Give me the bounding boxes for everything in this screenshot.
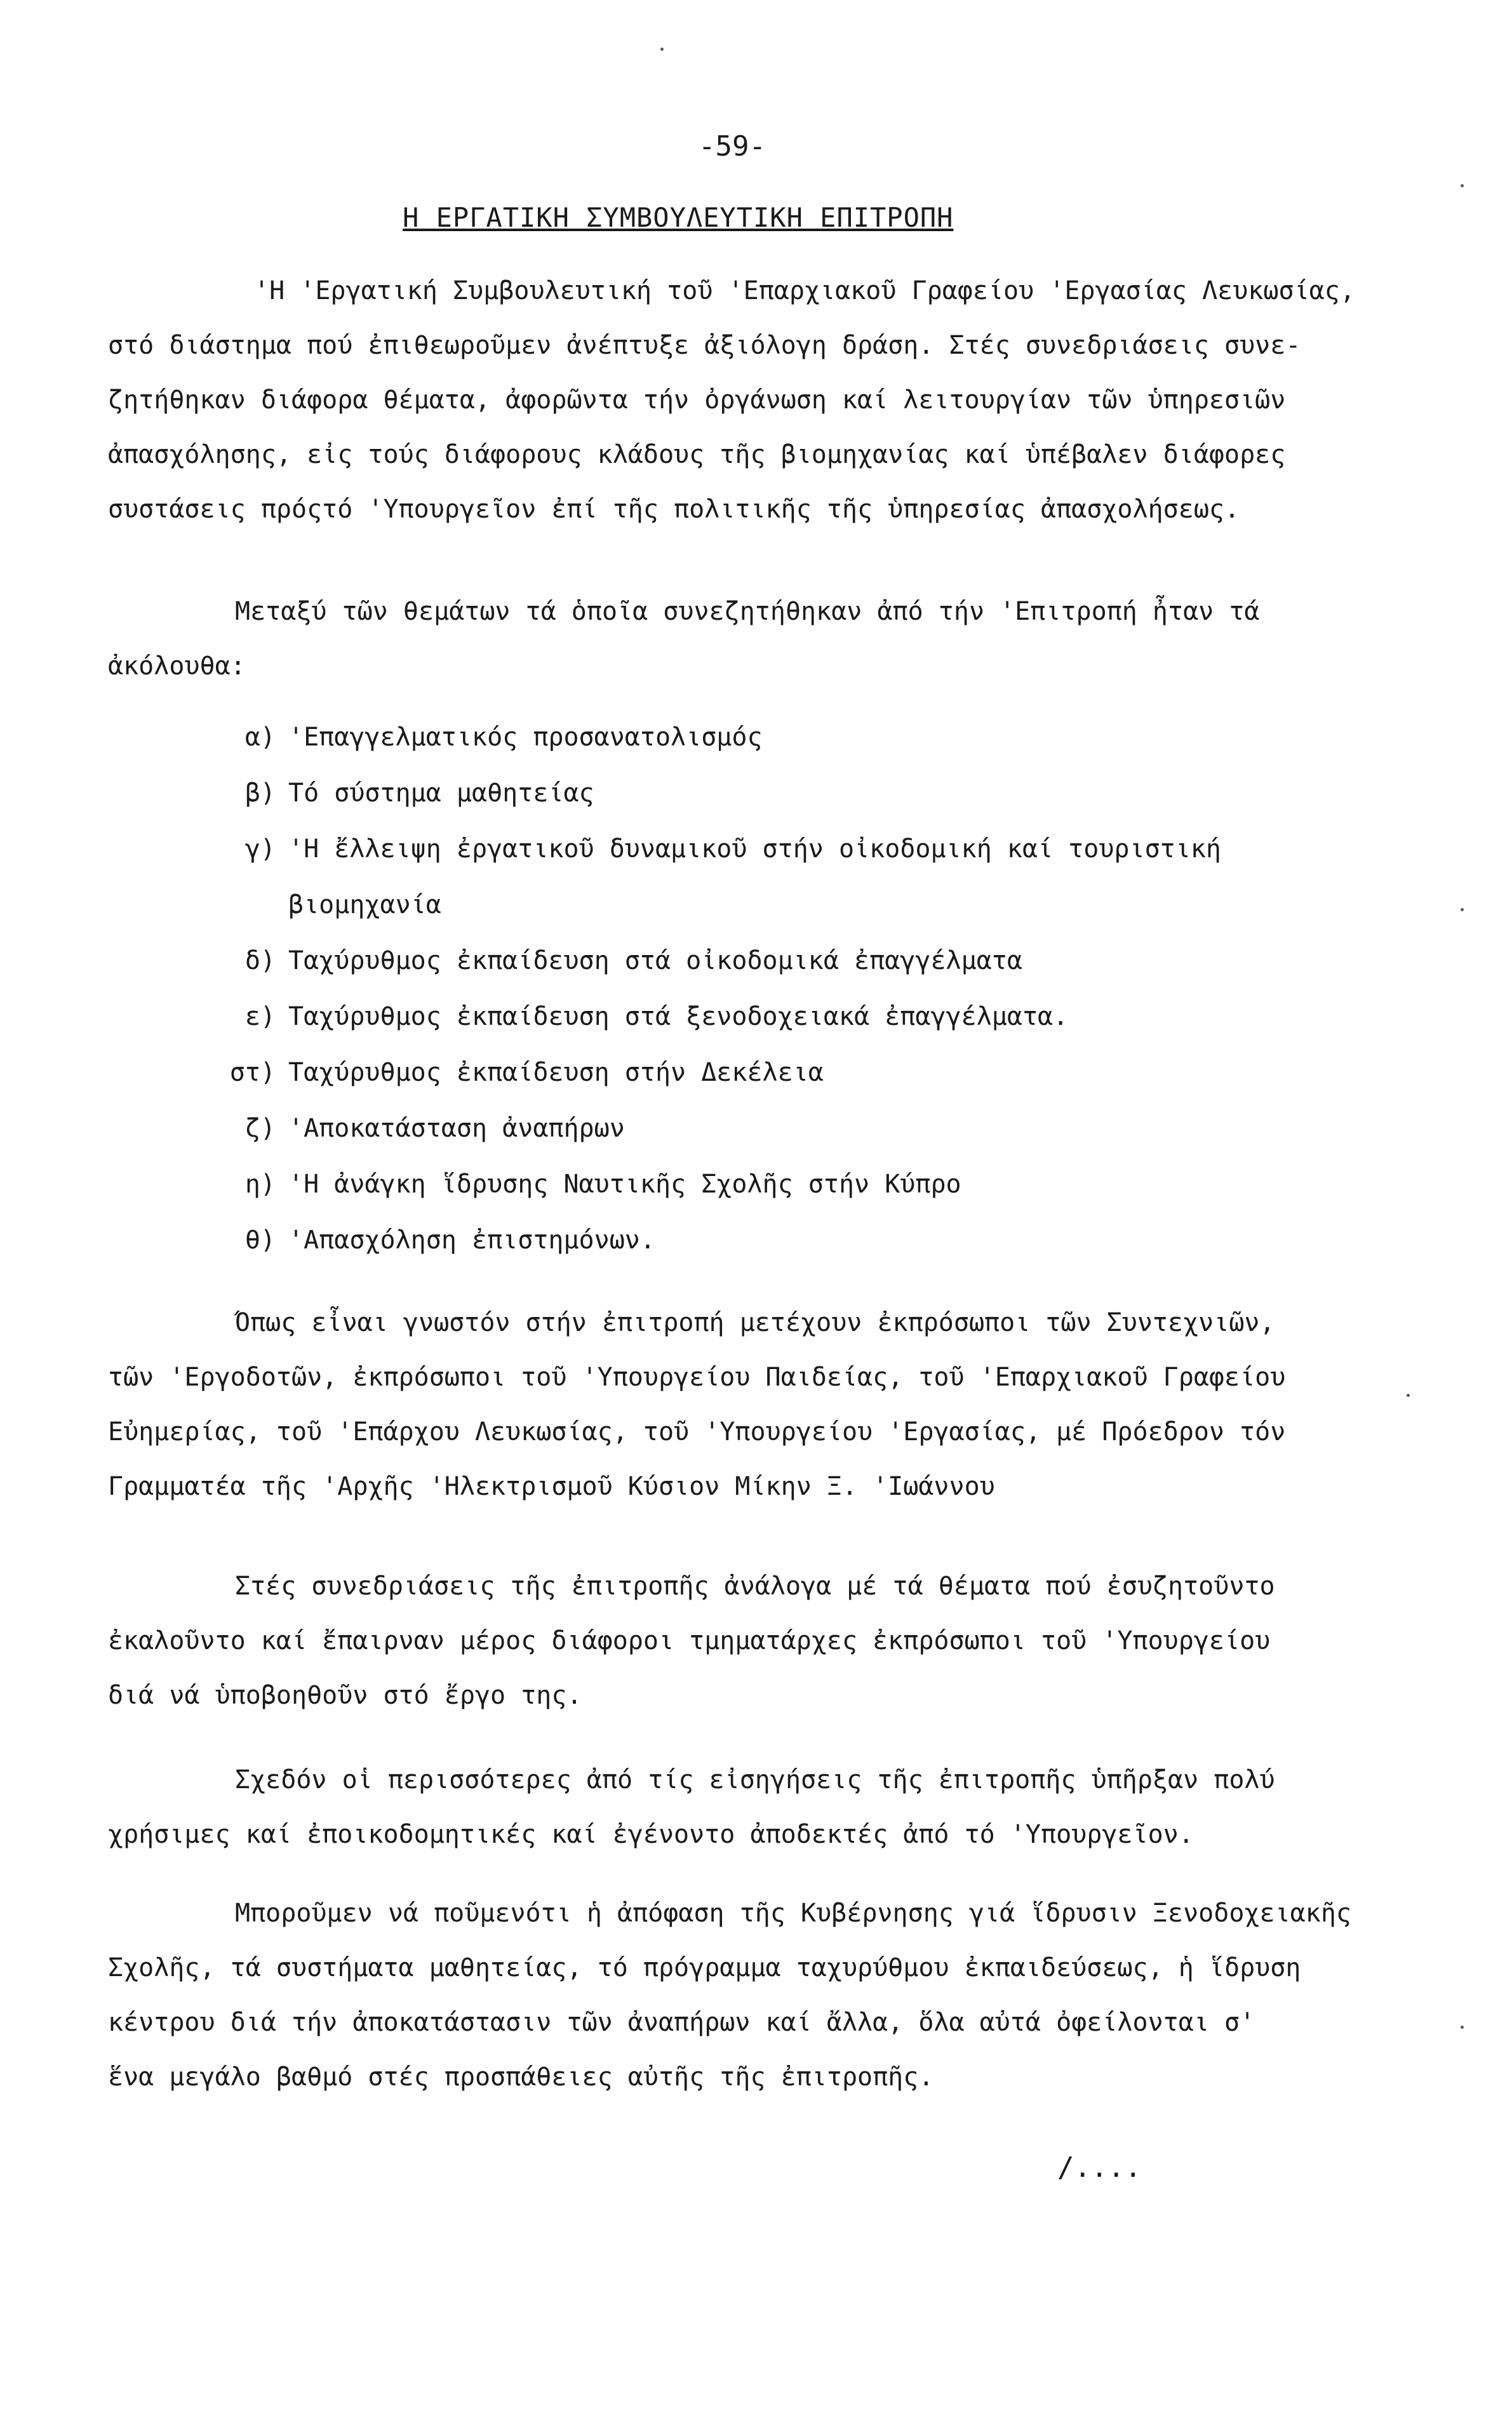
text-line: ζητήθηκαν διάφορα θέματα, ἀφορῶντα τήν ὀργάνωση καί λειτουργίαν τῶν ὑπηρεσιῶν [108, 385, 1286, 415]
text-line: Μεταξύ τῶν θεμάτων τά ὁποῖα συνεζητήθηκαν ἀπό τήν 'Επιτροπή ἦταν τά [235, 597, 1260, 626]
intro-paragraph [108, 264, 1355, 537]
text-line: Στές συνεδριάσεις τῆς ἐπιτροπῆς ἀνάλογα μέ τά θέματα πού ἐσυζητοῦντο [235, 1572, 1275, 1601]
item-label: ε) [244, 1002, 276, 1031]
item-text: 'Απασχόληση ἐπιστημόνων. [288, 1226, 655, 1255]
members-paragraph [108, 1295, 1285, 1514]
item-text: 'Η ἀνάγκη ἵδρυσης Ναυτικῆς Σχολῆς στήν Κύπρο [288, 1170, 961, 1199]
list-item [222, 1156, 1221, 1212]
recommendations-paragraph [108, 1753, 1275, 1862]
scan-speck [1461, 184, 1464, 187]
topics-list [222, 709, 1221, 1268]
list-item [222, 765, 1221, 821]
list-item [222, 821, 1221, 877]
item-label: α) [244, 723, 276, 752]
text-line: ἕνα μεγάλο βαθμό στές προσπάθειες αὐτῆς τῆς ἐπιτροπῆς. [108, 2062, 934, 2092]
text-line: τῶν 'Εργοδοτῶν, ἐκπρόσωποι τοῦ 'Υπουργείου Παιδείας, τοῦ 'Επαρχιακοῦ Γραφείου [108, 1363, 1286, 1392]
text-line: Μποροῦμεν νά ποῦμενότι ἡ ἀπόφαση τῆς Κυβέρνησης γιά ἵδρυσιν Ξενοδοχειακῆς [235, 1899, 1351, 1928]
text-line: Γραμματέα τῆς 'Αρχῆς 'Ηλεκτρισμοῦ Κύσιον Μίκην Ξ. 'Ιωάννου [108, 1472, 995, 1501]
list-item [222, 1100, 1221, 1156]
topics-intro-paragraph [108, 584, 1260, 693]
text-line: 'Η 'Εργατική Συμβουλευτική τοῦ 'Επαρχιακοῦ Γραφείου 'Εργασίας Λευκωσίας, [254, 276, 1355, 305]
item-text: Ταχύρυθμος ἐκπαίδευση στά ξενοδοχειακά ἐπαγγέλματα. [288, 1002, 1069, 1031]
list-item [222, 709, 1221, 765]
text-line: στό διάστημα πού ἐπιθεωροῦμεν ἀνέπτυξε ἀξιόλογη δράση. Στές συνεδριάσεις συνε- [108, 331, 1301, 360]
item-text: Τό σύστημα μαθητείας [288, 779, 594, 808]
document-title: Η ΕΡΓΑΤΙΚΗ ΣΥΜΒΟΥΛΕΥΤΙΚΗ ΕΠΙΤΡΟΠΗ [403, 202, 954, 233]
meetings-paragraph [108, 1559, 1275, 1723]
item-label: η) [244, 1170, 276, 1199]
text-line: ἀπασχόλησης, εἰς τούς διάφορους κλάδους τῆς βιομηχανίας καί ὑπέβαλεν διάφορες [108, 440, 1286, 469]
text-line: ἐκαλοῦντο καί ἔπαιρναν μέρος διάφοροι τμηματάρχες ἐκπρόσωποι τοῦ 'Υπουργείου [108, 1626, 1271, 1655]
item-text: Ταχύρυθμος ἐκπαίδευση στά οἰκοδομικά ἐπαγγέλματα [288, 946, 1022, 975]
text-line: διά νά ὑποβοηθοῦν στό ἔργο της. [108, 1681, 582, 1710]
conclusion-paragraph [108, 1886, 1351, 2104]
list-item [222, 989, 1221, 1045]
item-text: 'Επαγγελματικός προσανατολισμός [288, 723, 763, 752]
text-line: Όπως εἶναι γνωστόν στήν ἐπιτροπή μετέχουν ἐκπρόσωποι τῶν Συντεχνιῶν, [235, 1308, 1275, 1337]
item-label: ζ) [244, 1114, 276, 1143]
item-text: Ταχύρυθμος ἐκπαίδευση στήν Δεκέλεια [288, 1058, 824, 1087]
list-item [222, 877, 1221, 933]
text-line: Σχεδόν οἱ περισσότερες ἀπό τίς εἰσηγήσεις τῆς ἐπιτροπῆς ὑπῆρξαν πολύ [235, 1765, 1275, 1795]
scan-speck [1461, 908, 1464, 911]
text-line: Εὐημερίας, τοῦ 'Επάρχου Λευκωσίας, τοῦ 'Υπουργείου 'Εργασίας, μέ Πρόεδρον τόν [108, 1417, 1286, 1447]
text-line: Σχολῆς, τά συστήματα μαθητείας, τό πρόγραμμα ταχυρύθμου ἐκπαιδεύσεως, ἡ ἵδρυση [108, 1953, 1301, 1982]
page-number: -59- [699, 130, 766, 163]
continuation-mark: /.... [1057, 2151, 1142, 2184]
item-label: δ) [244, 946, 276, 975]
list-item [222, 1212, 1221, 1268]
scan-speck [660, 48, 664, 51]
item-label: στ) [229, 1058, 276, 1087]
text-line: κέντρου διά τήν ἀποκατάστασιν τῶν ἀναπήρων καί ἄλλα, ὅλα αὐτά ὀφείλονται σ' [108, 2008, 1255, 2037]
item-text: 'Αποκατάσταση ἀναπήρων [288, 1114, 625, 1143]
text-line: ἀκόλουθα: [108, 652, 246, 681]
text-line: συστάσεις πρόςτό 'Υπουργεῖον ἐπί τῆς πολιτικῆς τῆς ὑπηρεσίας ἀπασχολήσεως. [108, 495, 1240, 524]
item-label: β) [244, 779, 276, 808]
item-label: θ) [244, 1226, 276, 1255]
text-line: χρήσιμες καί ἐποικοδομητικές καί ἐγένοντο ἀποδεκτές ἀπό τό 'Υπουργεῖον. [108, 1820, 1194, 1849]
item-label: γ) [244, 834, 276, 864]
scan-speck [1407, 1394, 1410, 1397]
list-item [222, 933, 1221, 989]
list-item [222, 1045, 1221, 1100]
scan-speck [1461, 2026, 1464, 2029]
item-text: βιομηχανία [288, 890, 441, 919]
item-text: 'Η ἔλλειψη ἐργατικοῦ δυναμικοῦ στήν οἰκοδομική καί τουριστική [288, 834, 1222, 864]
